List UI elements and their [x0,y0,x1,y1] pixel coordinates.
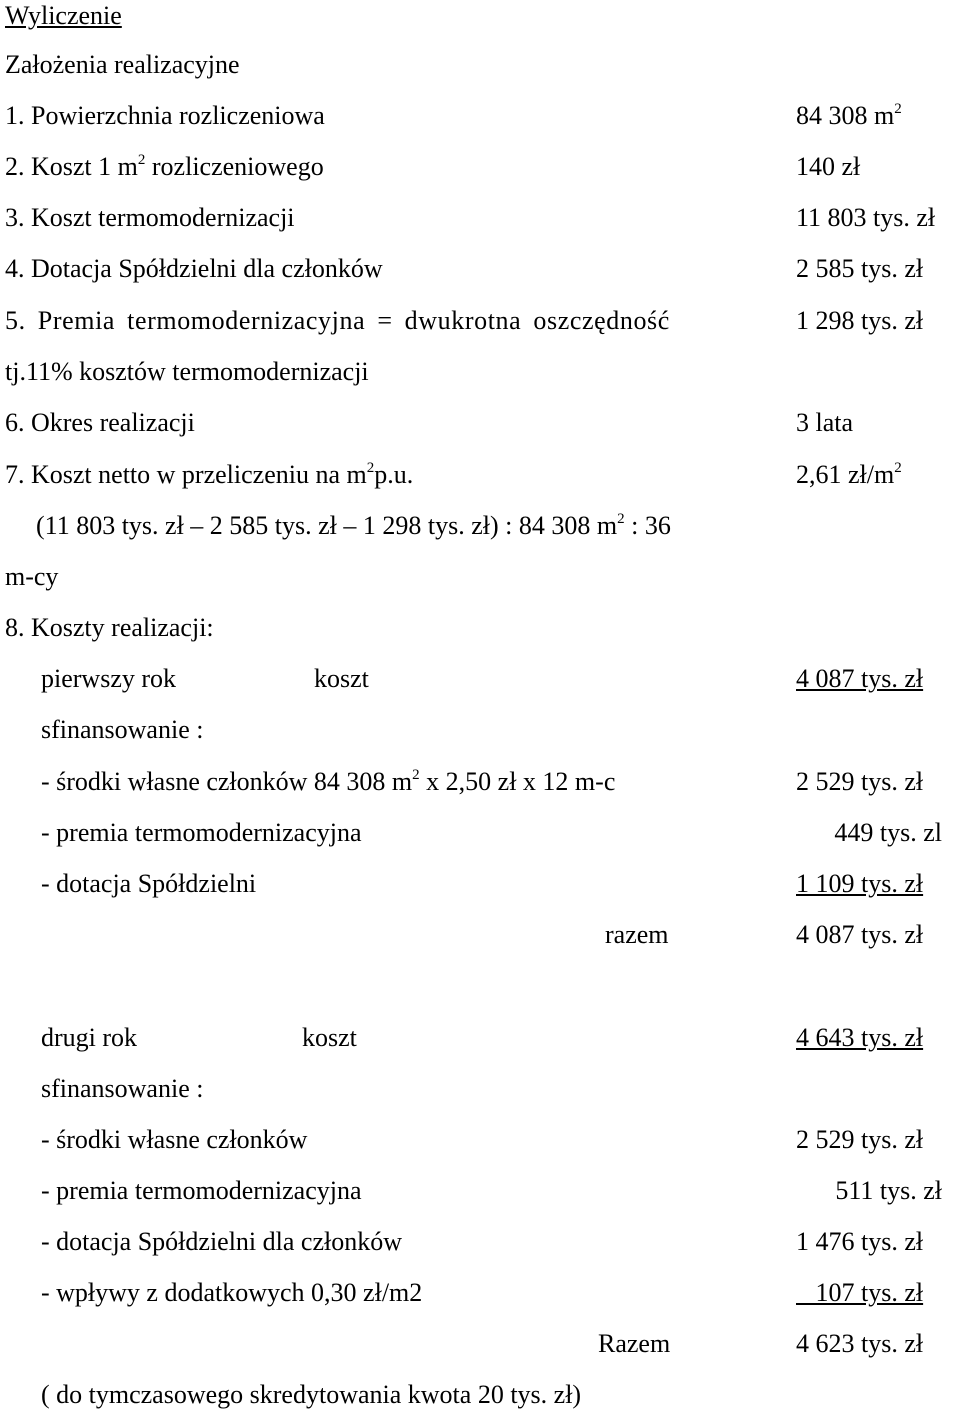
year2-own-funds-value: 2 529 tys. zł [796,1125,924,1154]
year1-grant-label: - dotacja Spółdzielni [41,869,257,898]
year1-own-funds-label: - środki własne członków 84 308 $m^2$ x 2,50 zł x 12 m-c [41,767,616,796]
year2-extra-income-label: - wpływy z dodatkowych 0,30 zł/m2 [41,1278,423,1307]
item-5-label: 5. Premia termomodernizacyjna = dwukrotna oszczędność [5,306,670,335]
year2-financing-heading: sfinansowanie : [41,1074,204,1103]
item-1-value: 84 308 $m^2$ [796,101,902,130]
year2-total-label: Razem [598,1329,671,1358]
item-3-label: 3. Koszt termomodernizacji [5,203,295,232]
year2-premium-value: 511 tys. zł [835,1176,942,1205]
footnote: ( do tymczasowego skredytowania kwota 20 tys. zł) [41,1380,582,1409]
item-5-continuation: tj.11% kosztów termomodernizacji [5,357,369,386]
year2-extra-income-value: 107 tys. zł [796,1278,924,1307]
year1-label: pierwszy rok [41,664,177,693]
item-7-formula-continuation: m-cy [5,562,59,591]
year2-cost-value: 4 643 tys. zł [796,1023,924,1052]
year1-cost-word: koszt [314,664,369,693]
item-4-value: 2 585 tys. zł [796,254,924,283]
year1-cost-value: 4 087 tys. zł [796,664,924,693]
section-heading: Założenia realizacyjne [5,50,240,79]
item-3-value: 11 803 tys. zł [796,203,936,232]
year1-financing-heading: sfinansowanie : [41,715,204,744]
page-title: Wyliczenie [5,1,122,30]
item-7-formula: (11 803 tys. zł – 2 585 tys. zł – 1 298 tys. zł) : 84 308 $m^2$ : 36 [36,511,671,540]
year2-label: drugi rok [41,1023,138,1052]
item-6-value: 3 lata [796,408,854,437]
year2-own-funds-label: - środki własne członków [41,1125,308,1154]
year2-grant-label: - dotacja Spółdzielni dla członków [41,1227,403,1256]
year2-premium-label: - premia termomodernizacyjna [41,1176,362,1205]
year2-total-value: 4 623 tys. zł [796,1329,924,1358]
item-5-value: 1 298 tys. zł [796,306,924,335]
item-7-label: 7. Koszt netto w przeliczeniu na $m^2p.u$. [5,460,414,489]
item-8-label: 8. Koszty realizacji: [5,613,214,642]
year1-total-label: razem [605,920,669,949]
item-1-label: 1. Powierzchnia rozliczeniowa [5,101,325,130]
year1-own-funds-value: 2 529 tys. zł [796,767,924,796]
year1-premium-value: 449 tys. zl [834,818,942,847]
year1-total-value: 4 087 tys. zł [796,920,924,949]
item-6-label: 6. Okres realizacji [5,408,195,437]
year2-grant-value: 1 476 tys. zł [796,1227,924,1256]
year1-grant-value: 1 109 tys. zł [796,869,924,898]
item-2-label: 2. Koszt 1 $m^2$ rozliczeniowego [5,152,324,181]
item-7-value: 2,61 $zł/m^2$ [796,460,902,489]
year2-cost-word: koszt [302,1023,357,1052]
item-2-value: 140 zł [796,152,861,181]
item-4-label: 4. Dotacja Spółdzielni dla członków [5,254,383,283]
year1-premium-label: - premia termomodernizacyjna [41,818,362,847]
